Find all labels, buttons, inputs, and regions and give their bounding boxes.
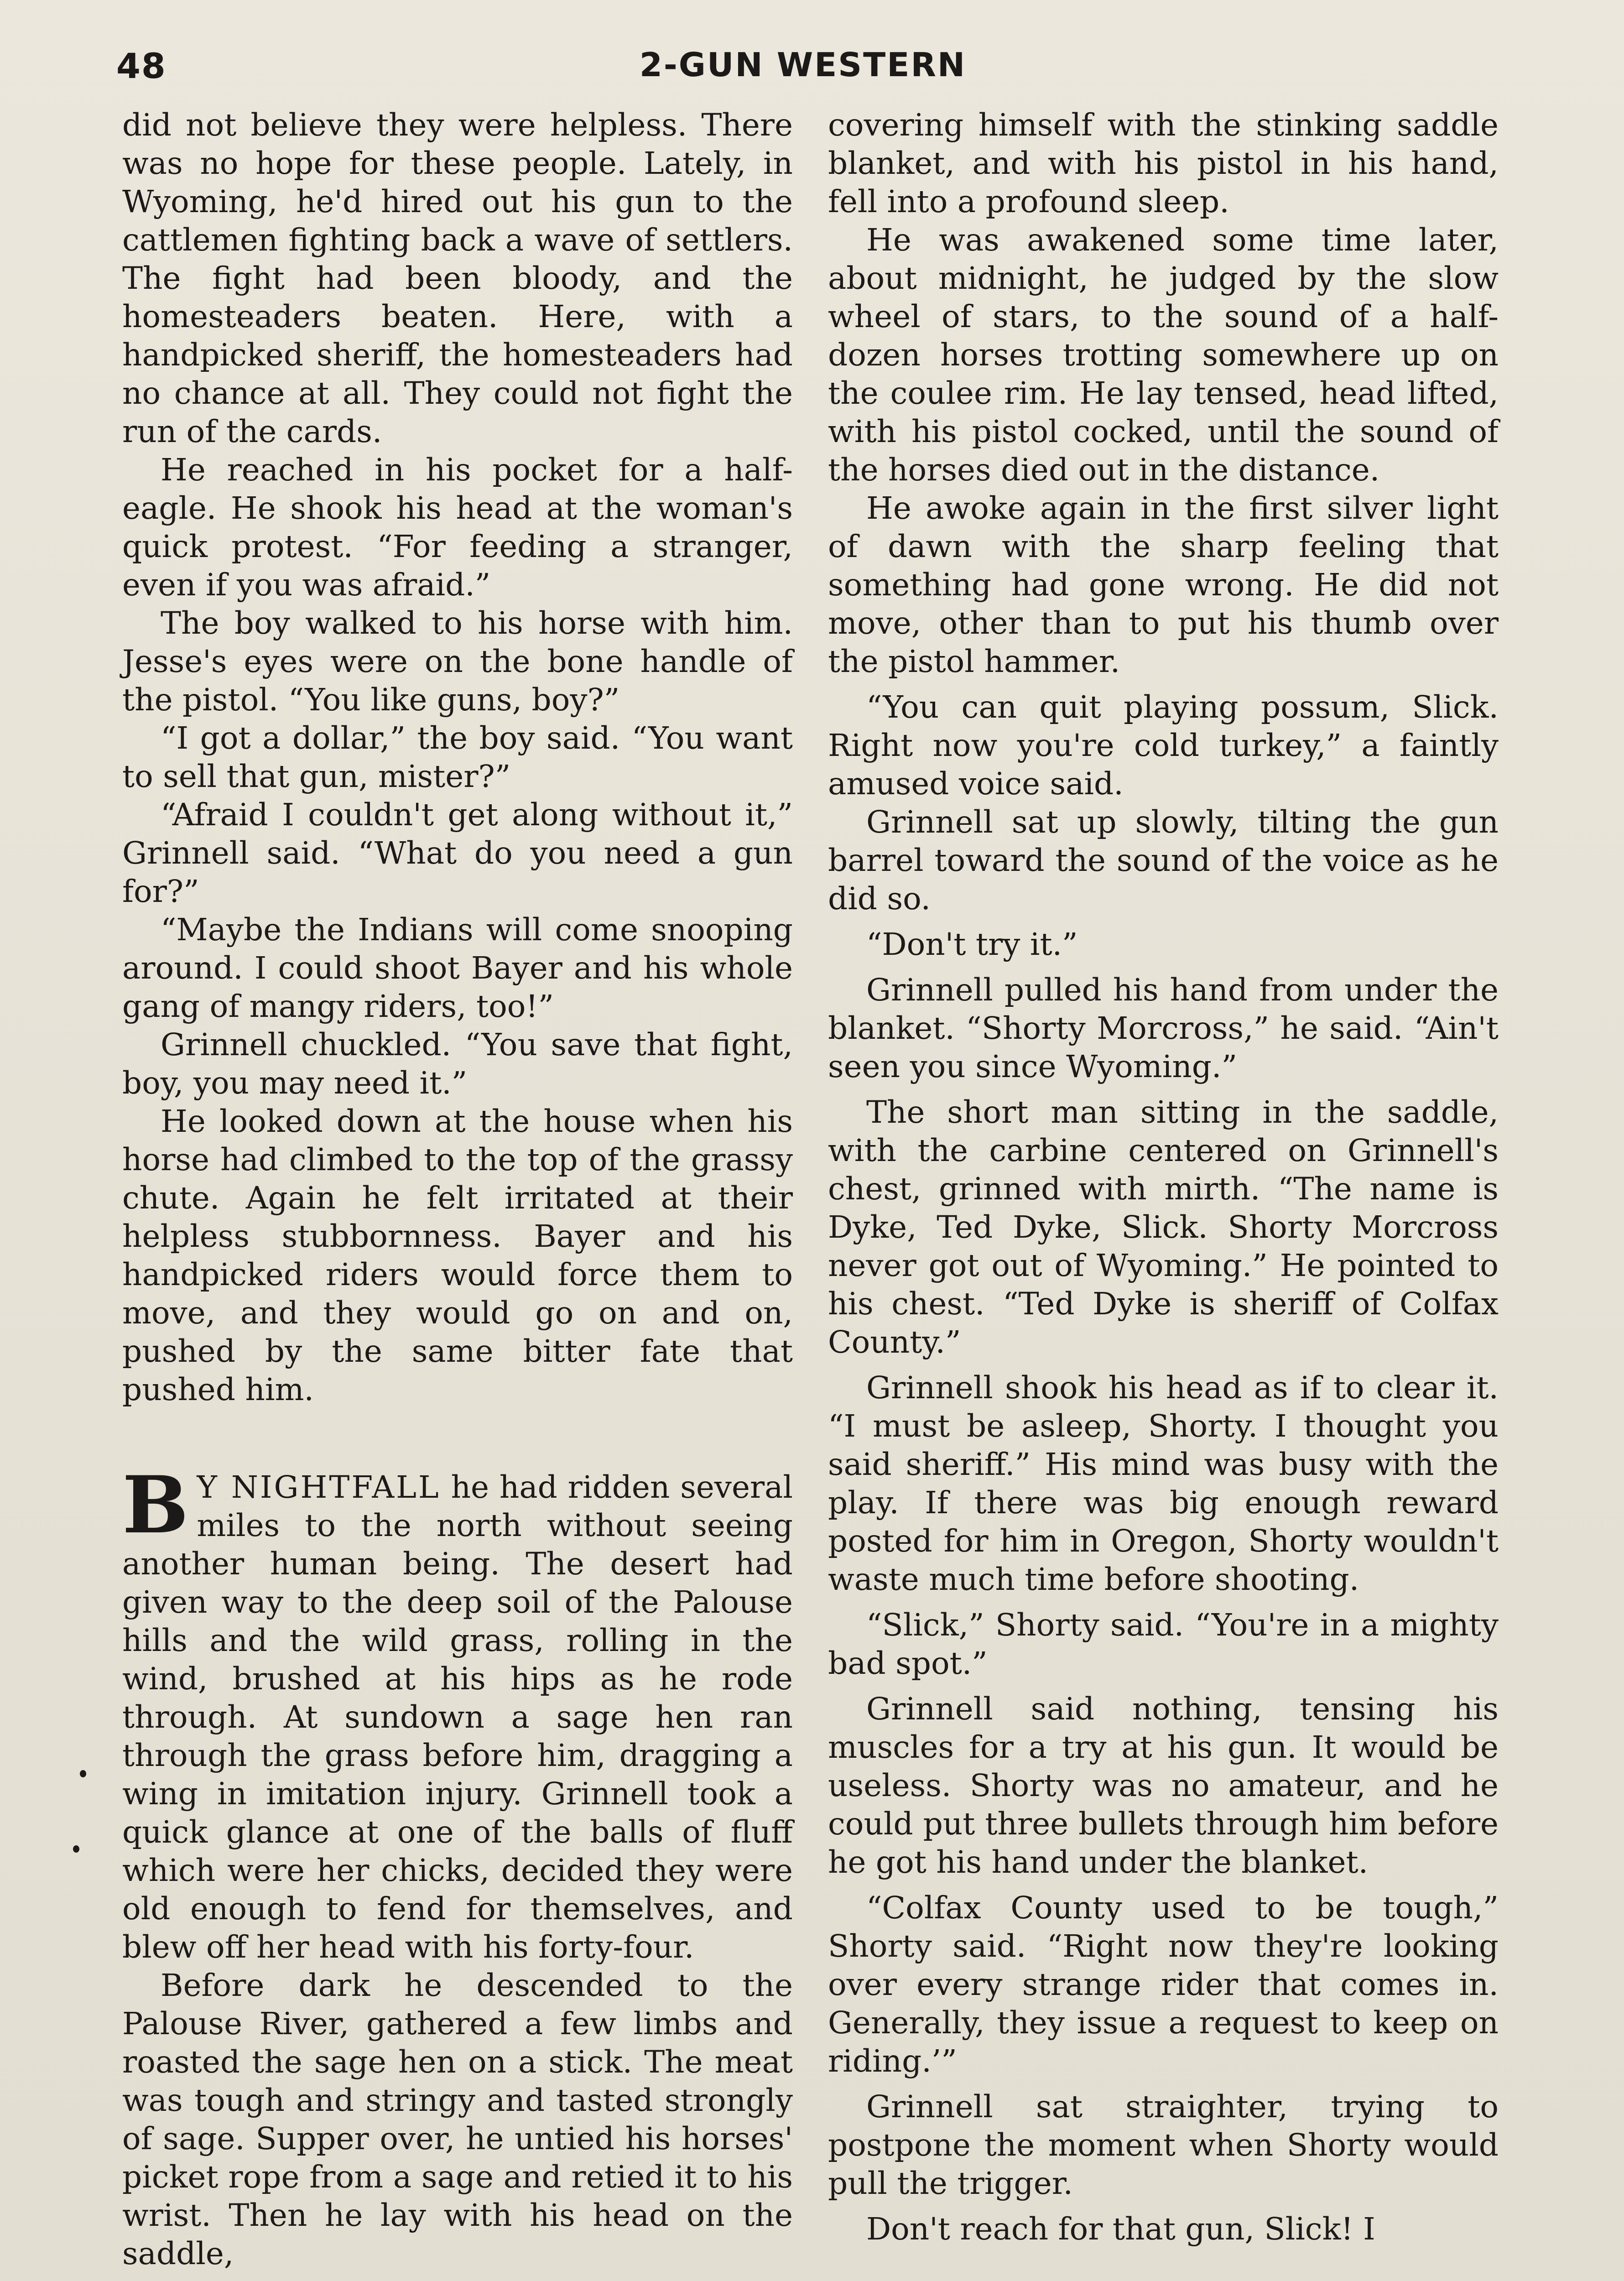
paragraph: “Slick,” Shorty said. “You're in a mighty bad spot.” [828, 1607, 1499, 1681]
paragraph-text: he had ridden several miles to the north without seeing another human being. The desert had given way to the deep soil of the Palouse hills and the wild grass, rolling in the wind, brushed at his hips as he rode through. At sundown a sage hen ran through the grass before him, dragging a wing in imitation injury. Grinnell took a quick glance at one of the balls of fluff which were her chicks, decided they were old enough to fend for themselves, and blew off her head with his forty-four. [122, 1469, 793, 1965]
ink-speck [73, 1845, 79, 1853]
paragraph: He looked down at the house when his horse had climbed to the top of the grassy chute. Again he felt irritated at their helpless stubbornness. Bayer and his handpicked riders would force them to move, and they would go on and on, pushed by the same bitter fate that pushed him. [122, 1103, 793, 1407]
paragraph: “You can quit playing possum, Slick. Right now you're cold turkey,” a faintly amused voice said. [828, 689, 1499, 802]
paragraph: “Maybe the Indians will come snooping around. I could shoot Bayer and his whole gang of mangy riders, too!” [122, 911, 793, 1024]
paragraph: “Afraid I couldn't get along without it,” Grinnell said. “What do you need a gun for?” [122, 797, 793, 909]
paragraph: did not believe they were helpless. There was no hope for these people. Lately, in Wyoming, he'd hired out his gun to the cattlemen fighting back a wave of settlers. The fight had been bloody, and the homesteaders beaten. Here, with a handpicked sheriff, the homesteaders had no chance at all. They could not fight the run of the cards. [122, 107, 793, 449]
paragraph: The short man sitting in the saddle, with the carbine centered on Grinnell's chest, grinned with mirth. “The name is Dyke, Ted Dyke, Slick. Shorty Morcross never got out of Wyoming.” He pointed to his chest. “Ted Dyke is sheriff of Colfax County.” [828, 1094, 1499, 1360]
paragraph: He awoke again in the first silver light of dawn with the sharp feeling that something had gone wrong. He did not move, other than to put his thumb over the pistol hammer. [828, 490, 1499, 679]
paragraph: covering himself with the stinking saddle blanket, and with his pistol in his hand, fell into a profound sleep. [828, 107, 1499, 219]
paragraph: Grinnell said nothing, tensing his muscles for a try at his gun. It would be useless. Shorty was no amateur, and he could put three bullets through him before he got his hand under the blanket. [828, 1691, 1499, 1880]
paragraph: Grinnell chuckled. “You save that fight, boy, you may need it.” [122, 1026, 793, 1101]
paragraph: The boy walked to his horse with him. Jesse's eyes were on the bone handle of the pistol. “You like guns, boy?” [122, 605, 793, 718]
lead-in: Y NIGHTFALL [197, 1469, 441, 1505]
paragraph: “Don't try it.” [866, 926, 1078, 962]
paragraph: Grinnell sat straighter, trying to postpone the moment when Shorty would pull the trigger. [828, 2088, 1499, 2201]
paragraph: Don't reach for that gun, Slick! I [866, 2211, 1375, 2247]
section-opening-paragraph [122, 1458, 793, 1966]
drop-cap: B [122, 1458, 189, 1551]
left-column [122, 106, 793, 2273]
running-title: 2-GUN WESTERN [639, 46, 967, 84]
paragraph: Before dark he descended to the Palouse River, gathered a few limbs and roasted the sage hen on a stick. The meat was tough and stringy and tasted strongly of sage. Supper over, he untied his horses' picket rope from a sage and retied it to his wrist. Then he lay with his head on the saddle, [122, 1967, 793, 2271]
ink-speck [80, 1770, 86, 1777]
section-break [122, 1409, 793, 1468]
paragraph: Grinnell pulled his hand from under the blanket. “Shorty Morcross,” he said. “Ain't seen you since Wyoming.” [828, 972, 1499, 1084]
paragraph: Grinnell sat up slowly, tilting the gun barrel toward the sound of the voice as he did so. [828, 804, 1499, 917]
paragraph: He reached in his pocket for a half-eagle. He shook his head at the woman's quick protest. “For feeding a stranger, even if you was afraid.” [122, 452, 793, 603]
page-header [116, 46, 1489, 96]
paragraph: He was awakened some time later, about midnight, he judged by the slow wheel of stars, to the sound of a half-dozen horses trotting somewhere up on the coulee rim. He lay tensed, head lifted, with his pistol cocked, until the sound of the horses died out in the distance. [828, 222, 1499, 488]
paragraph: “I got a dollar,” the boy said. “You want to sell that gun, mister?” [122, 720, 793, 794]
paragraph: Grinnell shook his head as if to clear it. “I must be asleep, Shorty. I thought you said sheriff.” His mind was busy with the play. If there was big enough reward posted for him in Oregon, Shorty wouldn't waste much time before shooting. [828, 1370, 1499, 1597]
right-column [828, 106, 1499, 2248]
paragraph: “Colfax County used to be tough,” Shorty said. “Right now they're looking over every strange rider that comes in. Generally, they issue a request to keep on riding.’” [828, 1890, 1499, 2079]
page-number: 48 [116, 46, 167, 86]
